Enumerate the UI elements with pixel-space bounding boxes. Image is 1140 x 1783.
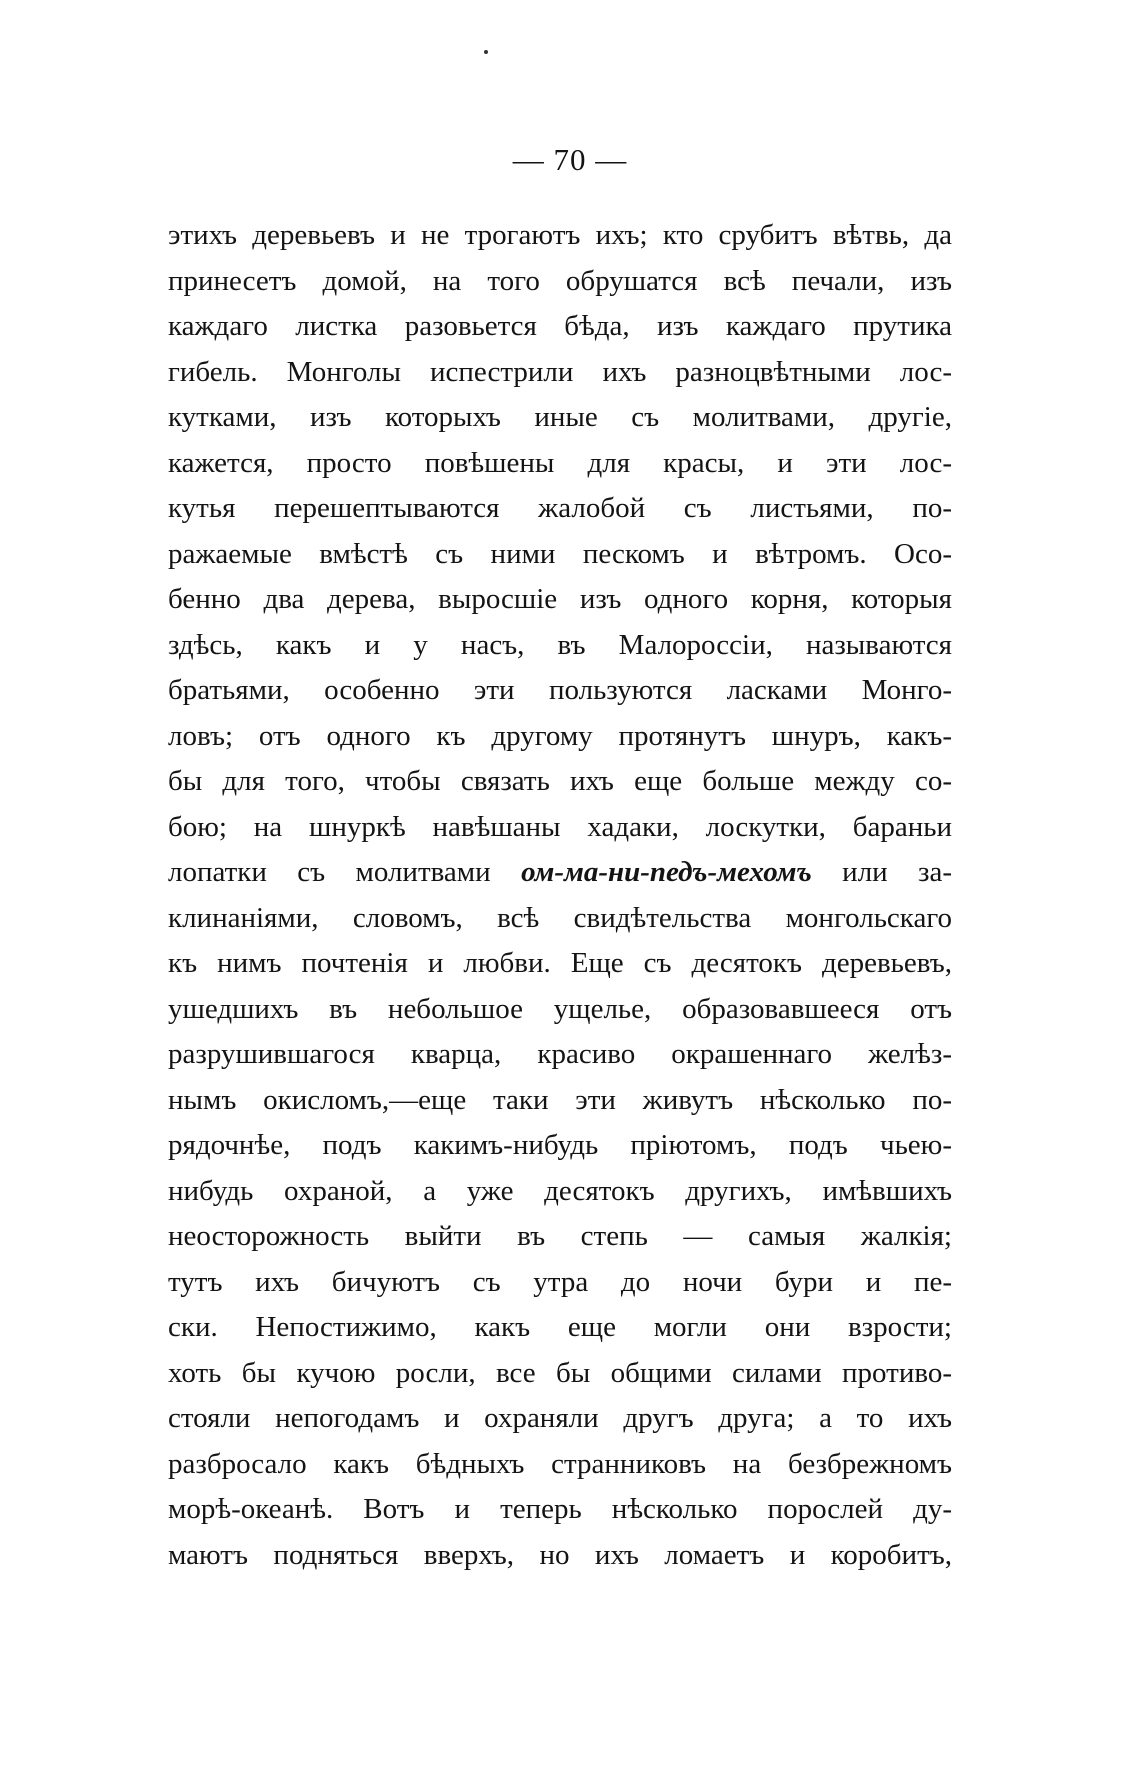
- text-line-23: неосторожность выйти въ степь — самыя жалкія;: [168, 1220, 952, 1252]
- text-line-28: разбросало какъ бѣдныхъ странниковъ на безбрежномъ: [168, 1447, 952, 1480]
- text-line-24: тутъ ихъ бичуютъ съ утра до ночи бури и пе-: [168, 1265, 952, 1298]
- text-line-21: рядочнѣе, подъ какимъ-нибудь пріютомъ, подъ чьею-: [168, 1129, 952, 1161]
- text-line-11: братьями, особенно эти пользуются ласками Монго-: [168, 674, 952, 706]
- text-line-1: этихъ деревьевъ и не трогаютъ ихъ; кто срубитъ вѣтвь, да: [168, 219, 952, 251]
- text-line-16: клинаніями, словомъ, всѣ свидѣтельства монгольскаго: [168, 901, 952, 934]
- page-number: — 70 —: [512, 142, 628, 177]
- text-line-29: морѣ-океанѣ. Вотъ и теперь нѣсколько порослей ду-: [168, 1493, 952, 1525]
- text-line-26: хоть бы кучою росли, все бы общими силами противо-: [168, 1356, 952, 1389]
- text-line-17: къ нимъ почтенія и любви. Еще съ десятокъ деревьевъ,: [168, 947, 952, 979]
- text-line-22: нибудь охраной, а уже десятокъ другихъ, имѣвшихъ: [168, 1174, 952, 1207]
- text-line-10: здѣсь, какъ и у насъ, въ Малороссіи, называются: [168, 628, 952, 661]
- text-line-19: разрушившагося кварца, красиво окрашеннаго желѣз-: [168, 1038, 952, 1070]
- text-line-20: нымъ окисломъ,—еще таки эти живутъ нѣсколько по-: [168, 1083, 952, 1116]
- text-line-4: гибель. Монголы испестрили ихъ разноцвѣтными лос-: [168, 355, 952, 388]
- italic-phrase: ом-ма-ни-педъ-мехомъ: [521, 856, 812, 888]
- text-line-8: ражаемые вмѣстѣ съ ними пескомъ и вѣтромъ. Осо-: [168, 537, 952, 570]
- print-speck: [484, 50, 488, 54]
- text-line-2: принесетъ домой, на того обрушатся всѣ печали, изъ: [168, 264, 952, 297]
- text-line-13: бы для того, чтобы связать ихъ еще больше между со-: [168, 765, 952, 797]
- text-line-14: бою; на шнуркѣ навѣшаны хадаки, лоскутки, бараньи: [168, 810, 952, 843]
- text-line-6: кажется, просто повѣшены для красы, и эти лос-: [168, 446, 952, 479]
- text-line-15-end: или за-: [842, 856, 952, 888]
- body-text: [168, 213, 952, 1578]
- text-line-5: кутками, изъ которыхъ иные съ молитвами, другіе,: [168, 401, 952, 433]
- text-line-27: стояли непогодамъ и охраняли другъ друга; а то ихъ: [168, 1402, 952, 1434]
- text-line-12: ловъ; отъ одного къ другому протянутъ шнуръ, какъ-: [168, 719, 952, 752]
- text-line-18: ушедшихъ въ небольшое ущелье, образовавшееся отъ: [168, 992, 952, 1025]
- text-line-9: бенно два дерева, выросшіе изъ одного корня, которыя: [168, 583, 952, 615]
- text-line-25: ски. Непостижимо, какъ еще могли они взрости;: [168, 1311, 952, 1343]
- text-line-15: [168, 850, 952, 896]
- text-line-30: маютъ подняться вверхъ, но ихъ ломаетъ и коробитъ,: [168, 1538, 952, 1571]
- text-line-3: каждаго листка разовьется бѣда, изъ каждаго прутика: [168, 310, 952, 342]
- text-line-7: кутья перешептываются жалобой съ листьями, по-: [168, 492, 952, 524]
- text-line-15-start: лопатки съ молитвами: [168, 856, 491, 888]
